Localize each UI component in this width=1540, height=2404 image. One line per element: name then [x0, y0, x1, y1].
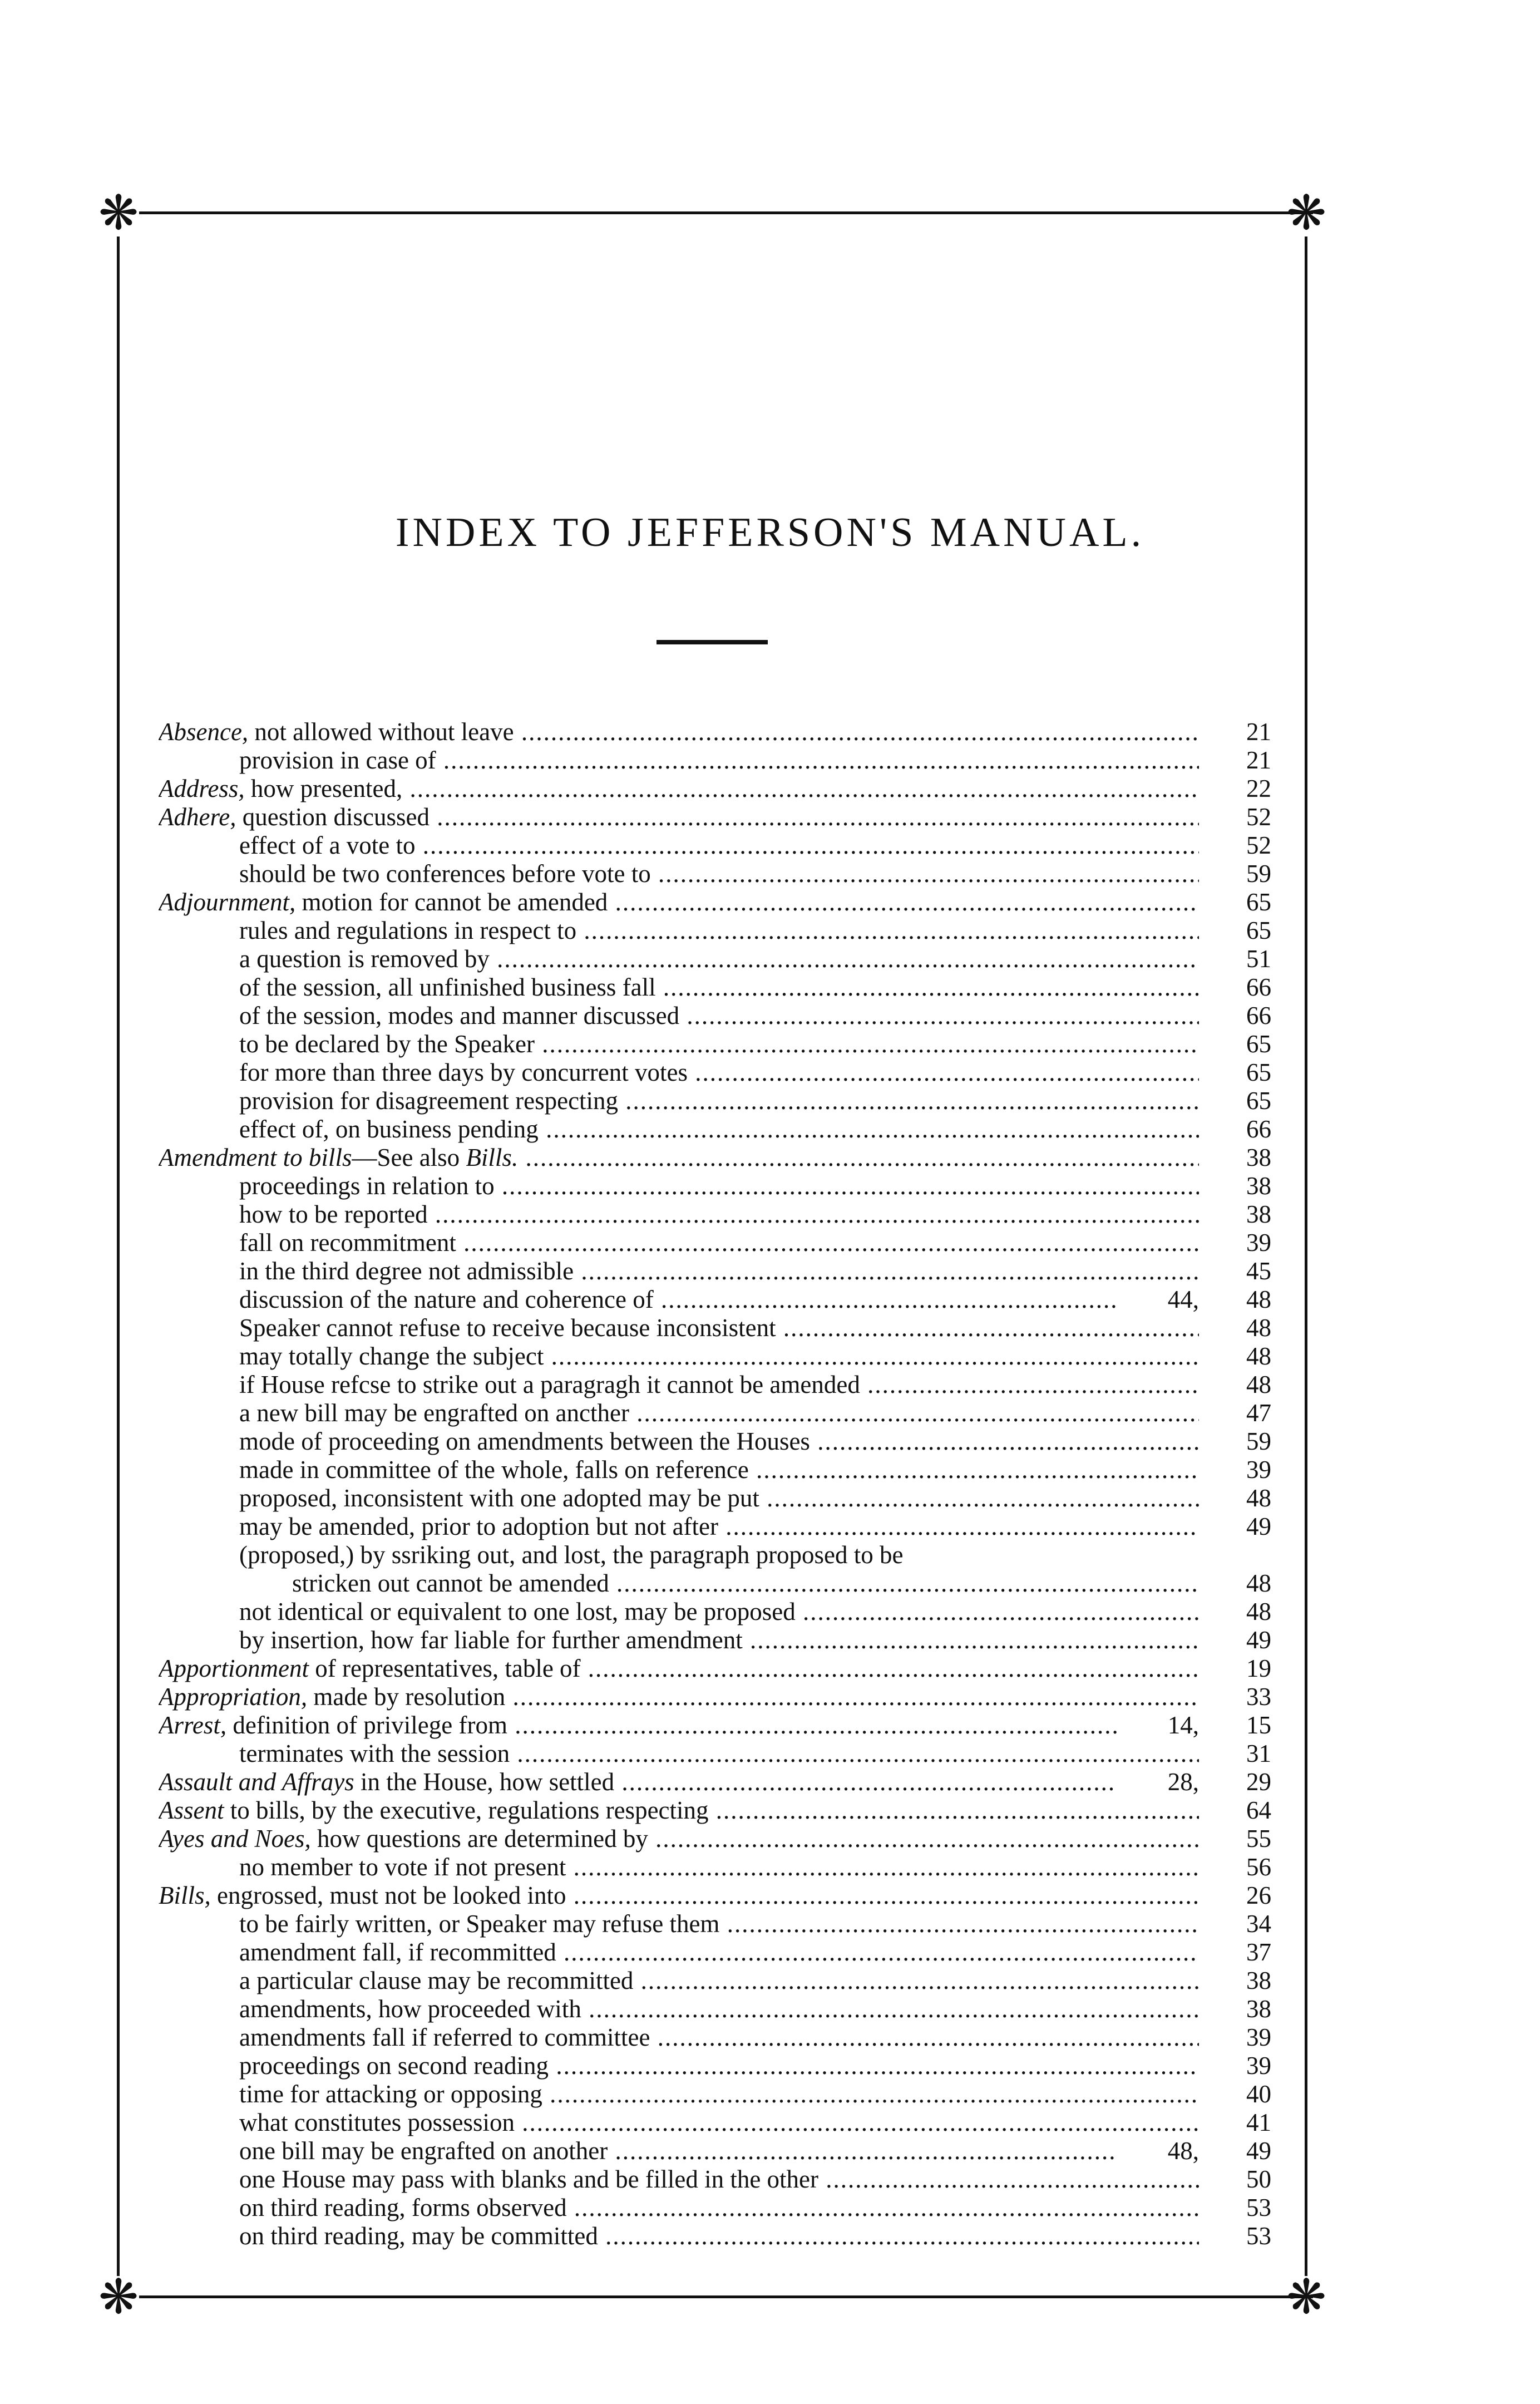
index-entry-heading: Assent	[159, 1796, 224, 1824]
index-entry-page: 40	[1246, 2080, 1271, 2108]
index-entry-page-first: 14,	[1117, 1711, 1199, 1740]
index-entry	[159, 1881, 1271, 1910]
index-entry-body: made in committee of the whole, falls on reference	[239, 1456, 749, 1484]
index-entry-page: 50	[1246, 2165, 1271, 2193]
index-entry-page: 66	[1246, 1002, 1271, 1029]
frame-bottom-line	[139, 2295, 1313, 2298]
index-entry-body: (proposed,) by ssriking out, and lost, the paragraph proposed to be	[239, 1541, 904, 1569]
index-entry-page: 38	[1246, 1172, 1271, 1200]
index-entry-body: should be two conferences before vote to	[239, 860, 651, 888]
index-entry	[159, 1087, 1271, 1115]
index-entry-page: 39	[1246, 1456, 1271, 1484]
index-entry-text	[239, 2080, 1199, 2109]
index-entry-text	[239, 2023, 1199, 2052]
index-entry	[159, 746, 1271, 775]
index-entry-text	[159, 1825, 1199, 1853]
index-entry-page: 39	[1246, 2023, 1271, 2051]
index-entry-text	[239, 1910, 1199, 1938]
index-entry-page: 29	[1246, 1768, 1271, 1796]
index-entry-text	[239, 1484, 1199, 1513]
index-entry-body: may be amended, prior to adoption but not after	[239, 1513, 718, 1540]
index-entry-text	[239, 2222, 1199, 2250]
index-entry-page: 31	[1246, 1740, 1271, 1767]
index-entry-body: how questions are determined by	[310, 1825, 648, 1853]
index-entry-heading: Assault and Affrays	[159, 1768, 354, 1796]
index-entry	[159, 1740, 1271, 1768]
index-entry	[159, 1172, 1271, 1200]
index-entry-body: how to be reported	[239, 1200, 428, 1228]
index-entry-body: for more than three days by concurrent votes	[239, 1058, 688, 1086]
index-entry-text	[239, 1598, 1199, 1626]
frame-top-line	[139, 211, 1313, 214]
index-entry-text	[239, 1740, 1199, 1768]
index-entry-body: of the session, all unfinished business fall	[239, 973, 656, 1001]
index-entry-text	[239, 1853, 1199, 1881]
index-entry-heading: Bills,	[159, 1881, 211, 1909]
index-entry-text	[239, 973, 1199, 1002]
index-entry-body: discussion of the nature and coherence of	[239, 1285, 654, 1313]
index-entry	[159, 917, 1271, 945]
index-entry-text	[239, 1541, 1199, 1569]
index-entry-text	[159, 1144, 1199, 1172]
index-entry-page: 53	[1246, 2222, 1271, 2250]
index-entry-text	[239, 1342, 1199, 1371]
corner-ornament-bottom-left-icon: ❋	[98, 2270, 139, 2324]
index-entry-page: 15	[1246, 1711, 1271, 1739]
index-entry-page-first: 48,	[1117, 2137, 1199, 2165]
index-entry	[159, 1654, 1271, 1683]
index-entry	[159, 1711, 1271, 1740]
index-entry-page: 39	[1246, 1229, 1271, 1257]
index-entry	[159, 1058, 1271, 1087]
index-entry	[159, 1314, 1271, 1342]
index-entry-text	[239, 1456, 1199, 1484]
index-entry-page: 48	[1246, 1285, 1271, 1313]
index-entry-page: 52	[1246, 803, 1271, 831]
index-entry-body: a particular clause may be recommitted	[239, 1967, 634, 1994]
index-entry-page: 65	[1246, 888, 1271, 916]
index-entry-text	[239, 2137, 1199, 2165]
page-title: INDEX TO JEFFERSON'S MANUAL.	[395, 510, 1145, 555]
index-entry-body: to bills, by the executive, regulations respecting	[224, 1796, 709, 1824]
index-entry	[159, 2222, 1271, 2250]
index-entry-body: on third reading, may be committed	[239, 2222, 598, 2250]
index-entry-body: no member to vote if not present	[239, 1853, 566, 1881]
index-entry	[159, 1342, 1271, 1371]
index-entry	[159, 2080, 1271, 2109]
index-entry	[159, 1399, 1271, 1427]
index-entry-text	[239, 1626, 1199, 1654]
index-entry	[159, 1995, 1271, 2023]
index-entry	[159, 1626, 1271, 1654]
index-entry-heading: Ayes and Noes,	[159, 1825, 311, 1853]
index-entry-page: 64	[1246, 1796, 1271, 1824]
index-entry-text	[239, 1371, 1199, 1399]
index-entry-page: 48	[1246, 1484, 1271, 1512]
index-entry-crossref: Bills.	[466, 1144, 519, 1171]
index-entry-body: in the third degree not admissible	[239, 1257, 574, 1285]
index-entry-page: 48	[1246, 1598, 1271, 1625]
index-entry-text	[239, 1002, 1199, 1030]
index-entry	[159, 1967, 1271, 1995]
index-entry-text	[159, 1654, 1199, 1683]
index-entry-page: 38	[1246, 1967, 1271, 1994]
index-entry-text	[239, 746, 1199, 775]
index-entry-body: on third reading, forms observed	[239, 2194, 567, 2221]
index-entry-body: a question is removed by	[239, 945, 490, 973]
index-entry-page: 66	[1246, 973, 1271, 1001]
index-entry	[159, 973, 1271, 1002]
index-entry	[159, 1002, 1271, 1030]
corner-ornament-bottom-right-icon: ❋	[1286, 2270, 1327, 2324]
index-entry	[159, 1598, 1271, 1626]
index-entry	[159, 1200, 1271, 1229]
index-entry	[159, 1853, 1271, 1881]
index-entry-text	[159, 1881, 1199, 1910]
index-entry-body: proceedings on second reading	[239, 2052, 549, 2080]
index-entry	[159, 1938, 1271, 1967]
index-entry	[159, 775, 1271, 803]
index-entry-text	[159, 775, 1199, 803]
index-entry	[159, 888, 1271, 917]
index-entry	[159, 2137, 1271, 2165]
index-entry-text	[159, 1796, 1199, 1825]
index-entry-text	[239, 1995, 1199, 2023]
index-entry	[159, 2052, 1271, 2080]
index-entry-heading: Adhere,	[159, 803, 236, 831]
index-entry-page: 59	[1246, 860, 1271, 888]
index-entry-text	[239, 2109, 1199, 2137]
index-entry-body: rules and regulations in respect to	[239, 917, 577, 944]
index-entry	[159, 718, 1271, 746]
index-entry-body: question discussed	[236, 803, 430, 831]
index-entry-text	[239, 860, 1199, 888]
index-entry-page-first: 44,	[1117, 1285, 1199, 1314]
index-entry-body: not allowed without leave	[248, 718, 514, 746]
index-entry-body: proceedings in relation to	[239, 1172, 495, 1200]
index-entry-page: 21	[1246, 746, 1271, 774]
index-entry-page-first: 28,	[1117, 1768, 1199, 1796]
index-entry-page: 48	[1246, 1371, 1271, 1398]
index-entry-heading: Arrest,	[159, 1711, 227, 1739]
index-entry	[159, 1796, 1271, 1825]
index-entry-body: by insertion, how far liable for further amendment	[239, 1626, 743, 1654]
index-entry-heading: Address,	[159, 775, 245, 802]
index-entry	[159, 1371, 1271, 1399]
index-entry-text	[239, 1314, 1199, 1342]
index-entry-body: amendments fall if referred to committee	[239, 2023, 650, 2051]
index-entry-text	[239, 1427, 1199, 1456]
index-entry-page: 19	[1246, 1654, 1271, 1682]
index-entry-text	[239, 1229, 1199, 1257]
index-entry-body: provision for disagreement respecting	[239, 1087, 619, 1115]
index-entry-text	[239, 1058, 1199, 1087]
index-entry-body: fall on recommitment	[239, 1229, 456, 1257]
index-entry-page: 33	[1246, 1683, 1271, 1711]
index-entry-page: 21	[1246, 718, 1271, 746]
index-entry	[159, 2194, 1271, 2222]
index-entry-body: of the session, modes and manner discussed	[239, 1002, 680, 1029]
index-entry-body: one House may pass with blanks and be filled in the other	[239, 2165, 819, 2193]
index-entry-page: 34	[1246, 1910, 1271, 1938]
index-entry-body: of representatives, table of	[308, 1654, 581, 1682]
index-entry-body: Speaker cannot refuse to receive because inconsistent	[239, 1314, 776, 1342]
index-entry-page: 49	[1246, 2137, 1271, 2165]
index-entry	[159, 860, 1271, 888]
index-entry-page: 65	[1246, 917, 1271, 944]
index-entry-text	[239, 2165, 1199, 2194]
index-entry-body: proposed, inconsistent with one adopted may be put	[239, 1484, 759, 1512]
index-entry-body: what constitutes possession	[239, 2109, 515, 2136]
index-entry-page: 47	[1246, 1399, 1271, 1427]
index-entry-body: made by resolution	[307, 1683, 506, 1711]
index-entry	[159, 1910, 1271, 1938]
corner-ornament-top-left-icon: ❋	[98, 186, 139, 240]
index-entry	[159, 1541, 1271, 1569]
index-entry-text	[239, 1030, 1199, 1058]
index-entry	[159, 1257, 1271, 1285]
index-entry	[159, 945, 1271, 973]
index-entry-page: 52	[1246, 831, 1271, 859]
index-entry-body: provision in case of	[239, 746, 436, 774]
index-entry	[159, 1229, 1271, 1257]
index-entry-text	[239, 1172, 1199, 1200]
index-entry-body: one bill may be engrafted on another	[239, 2137, 608, 2165]
index-entry-page: 38	[1246, 1995, 1271, 2023]
index-entry	[159, 2165, 1271, 2194]
index-entry	[159, 1683, 1271, 1711]
index-entry-body: —See also	[352, 1144, 466, 1171]
index-entry	[159, 1285, 1271, 1314]
index-entry-text	[239, 1967, 1199, 1995]
index-entry	[159, 1768, 1271, 1796]
index-entry-body: engrossed, must not be looked into	[210, 1881, 566, 1909]
index-entry-text	[239, 1087, 1199, 1115]
index-entry	[159, 2023, 1271, 2052]
index-entry-page: 65	[1246, 1058, 1271, 1086]
index-entry	[159, 1513, 1271, 1541]
index-entry-text	[159, 803, 1199, 831]
index-entry-page: 38	[1246, 1200, 1271, 1228]
index-entry-page: 49	[1246, 1513, 1271, 1540]
index-entry-heading: Apportionment	[159, 1654, 309, 1682]
index-entry	[159, 1569, 1271, 1598]
index-entry-body: to be fairly written, or Speaker may refuse them	[239, 1910, 720, 1938]
index-entry-heading: Appropriation,	[159, 1683, 308, 1711]
index-entry-page: 38	[1246, 1144, 1271, 1171]
index-entry-heading: Amendment to bills	[159, 1144, 352, 1171]
index-entry-body: terminates with the session	[239, 1740, 510, 1767]
index-entry-body: amendments, how proceeded with	[239, 1995, 581, 2023]
index-entry-body: stricken out cannot be amended	[292, 1569, 609, 1597]
index-entry-body: amendment fall, if recommitted	[239, 1938, 556, 1966]
index-entry-body: effect of a vote to	[239, 831, 416, 859]
index-entry	[159, 831, 1271, 860]
index-entry-body: how presented,	[244, 775, 403, 802]
index-entry-text	[239, 1513, 1199, 1541]
index-entry	[159, 1030, 1271, 1058]
index-entry-body: if House refcse to strike out a paragragh it cannot be amended	[239, 1371, 860, 1398]
index-entry	[159, 1144, 1271, 1172]
index-entry-page: 39	[1246, 2052, 1271, 2080]
index-entry-text	[239, 831, 1199, 860]
index-entry-page: 51	[1246, 945, 1271, 973]
index-entry-text	[159, 1768, 1199, 1796]
index-entry-text	[159, 1683, 1199, 1711]
index-entry-page: 65	[1246, 1030, 1271, 1058]
index-entry-body: may totally change the subject	[239, 1342, 544, 1370]
index-entry-page: 56	[1246, 1853, 1271, 1881]
index-entry-text	[239, 2194, 1199, 2222]
index-entry-text	[239, 1285, 1199, 1314]
index-entry-page: 48	[1246, 1314, 1271, 1342]
index-entry-body: to be declared by the Speaker	[239, 1030, 535, 1058]
index-entry-body: mode of proceeding on amendments between the Houses	[239, 1427, 810, 1455]
index-entry-heading: Adjournment,	[159, 888, 296, 916]
index-list	[159, 718, 1271, 2250]
index-entry-page: 41	[1246, 2109, 1271, 2136]
index-entry-text	[159, 718, 1199, 746]
index-entry-text	[239, 1399, 1199, 1427]
index-entry-body: definition of privilege from	[226, 1711, 507, 1739]
index-entry-page: 65	[1246, 1087, 1271, 1115]
index-entry-page: 59	[1246, 1427, 1271, 1455]
title-rule	[657, 640, 768, 644]
index-entry-text	[239, 1257, 1199, 1285]
index-entry-body: not identical or equivalent to one lost, may be proposed	[239, 1598, 796, 1625]
index-entry-page: 48	[1246, 1569, 1271, 1597]
index-entry-text	[239, 945, 1199, 973]
index-entry-body: in the House, how settled	[354, 1768, 615, 1796]
index-entry-body: motion for cannot be amended	[295, 888, 608, 916]
index-entry	[159, 1115, 1271, 1144]
index-entry	[159, 2109, 1271, 2137]
index-entry-text	[239, 917, 1199, 945]
index-entry-body: a new bill may be engrafted on ancther	[239, 1399, 629, 1427]
index-entry-page: 22	[1246, 775, 1271, 802]
index-entry-body: time for attacking or opposing	[239, 2080, 542, 2108]
index-entry	[159, 803, 1271, 831]
index-entry-page: 48	[1246, 1342, 1271, 1370]
index-entry-text	[159, 888, 1199, 917]
index-entry-text	[239, 2052, 1199, 2080]
corner-ornament-top-right-icon: ❋	[1286, 186, 1327, 240]
index-entry-page: 53	[1246, 2194, 1271, 2221]
index-entry-page: 55	[1246, 1825, 1271, 1853]
index-entry-text	[159, 1711, 1199, 1740]
index-entry-heading: Absence,	[159, 718, 249, 746]
index-entry	[159, 1825, 1271, 1853]
index-entry-page: 26	[1246, 1881, 1271, 1909]
index-entry-page: 45	[1246, 1257, 1271, 1285]
index-entry-text	[239, 1938, 1199, 1967]
index-entry	[159, 1484, 1271, 1513]
index-entry-text	[292, 1569, 1199, 1598]
index-entry	[159, 1427, 1271, 1456]
index-entry-body: effect of, on business pending	[239, 1115, 539, 1143]
index-entry-page: 66	[1246, 1115, 1271, 1143]
index-entry-page: 37	[1246, 1938, 1271, 1966]
index-entry-text	[239, 1115, 1199, 1144]
index-entry-page: 49	[1246, 1626, 1271, 1654]
index-entry	[159, 1456, 1271, 1484]
index-entry-text	[239, 1200, 1199, 1229]
